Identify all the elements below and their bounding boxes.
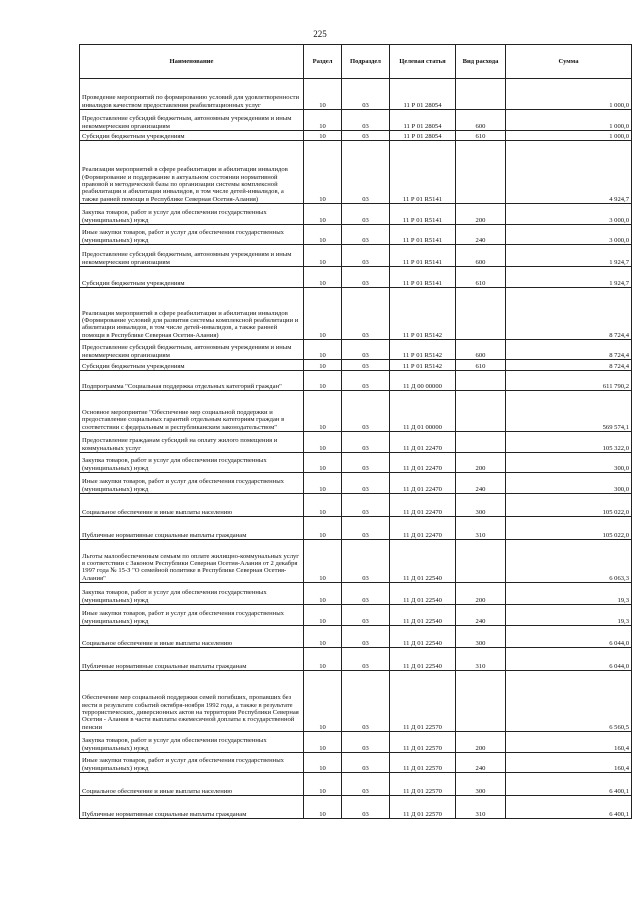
cell-razdel: 10 (304, 648, 342, 671)
cell-sum: 160,4 (506, 753, 632, 773)
cell-sum: 6 044,0 (506, 648, 632, 671)
cell-expense-type: 610 (456, 360, 506, 371)
cell-target-article: 11 Р 01 R5142 (390, 340, 456, 360)
cell-sum: 160,4 (506, 732, 632, 753)
cell-sum: 19,3 (506, 583, 632, 605)
cell-razdel: 10 (304, 540, 342, 583)
cell-podrazdel: 03 (342, 540, 390, 583)
table-row (80, 753, 632, 773)
cell-podrazdel: 03 (342, 671, 390, 732)
cell-sum: 3 000,0 (506, 225, 632, 245)
cell-target-article: 11 Д 01 22470 (390, 473, 456, 494)
cell-name: Публичные нормативные социальные выплаты гражданам (80, 648, 304, 671)
cell-podrazdel: 03 (342, 773, 390, 796)
cell-sum: 6 400,1 (506, 773, 632, 796)
cell-sum: 1 924,7 (506, 245, 632, 267)
cell-name: Социальное обеспечение и иные выплаты населению (80, 494, 304, 517)
cell-sum: 105 322,0 (506, 432, 632, 453)
cell-sum: 300,0 (506, 473, 632, 494)
cell-podrazdel: 03 (342, 141, 390, 204)
table-row (80, 796, 632, 819)
cell-expense-type (456, 371, 506, 391)
cell-name: Публичные нормативные социальные выплаты гражданам (80, 796, 304, 819)
header-podrazdel: Подраздел (342, 45, 390, 79)
cell-podrazdel: 03 (342, 245, 390, 267)
cell-name: Основное мероприятие "Обеспечение мер социальной поддержки и предоставление социальных гарантий отдельным категориям граждан в соответствии с федеральным и республиканским законодательством" (80, 391, 304, 432)
cell-razdel: 10 (304, 267, 342, 288)
cell-target-article: 11 Р 01 R5142 (390, 360, 456, 371)
cell-target-article: 11 Д 01 22470 (390, 517, 456, 540)
cell-razdel: 10 (304, 245, 342, 267)
cell-name: Реализация мероприятий в сфере реабилитации и абилитации инвалидов (Формирование и поддержание в актуальном состоянии нормативной правовой и методической базы по организации системы комплексной реабилитации и абилитации инвалидов, в том числе детей-инвалидов, а также ранней помощи в Республике Северная Осетия-Алания) (80, 141, 304, 204)
cell-target-article: 11 Д 00 00000 (390, 371, 456, 391)
cell-name: Социальное обеспечение и иные выплаты населению (80, 626, 304, 648)
table-row (80, 494, 632, 517)
cell-target-article: 11 Д 01 22540 (390, 626, 456, 648)
cell-expense-type (456, 671, 506, 732)
cell-name: Закупка товаров, работ и услуг для обеспечения государственных (муниципальных) нужд (80, 204, 304, 225)
table-row (80, 360, 632, 371)
cell-expense-type (456, 141, 506, 204)
cell-razdel: 10 (304, 225, 342, 245)
cell-expense-type: 240 (456, 753, 506, 773)
cell-target-article: 11 Д 01 22570 (390, 753, 456, 773)
cell-target-article: 11 Р 01 R5141 (390, 141, 456, 204)
cell-name: Предоставление субсидий бюджетным, автономным учреждениям и иным некоммерческим организациям (80, 110, 304, 131)
cell-sum: 105 022,0 (506, 494, 632, 517)
header-sum: Сумма (506, 45, 632, 79)
cell-name: Предоставление гражданам субсидий на оплату жилого помещения и коммунальных услуг (80, 432, 304, 453)
table-body (80, 79, 632, 819)
cell-podrazdel: 03 (342, 432, 390, 453)
table-row (80, 204, 632, 225)
cell-target-article: 11 Д 01 22540 (390, 605, 456, 626)
cell-target-article: 11 Р 01 28054 (390, 131, 456, 141)
cell-expense-type: 310 (456, 796, 506, 819)
cell-podrazdel: 03 (342, 517, 390, 540)
cell-podrazdel: 03 (342, 131, 390, 141)
cell-razdel: 10 (304, 626, 342, 648)
cell-expense-type: 200 (456, 732, 506, 753)
cell-podrazdel: 03 (342, 626, 390, 648)
cell-sum: 8 724,4 (506, 340, 632, 360)
table-row (80, 583, 632, 605)
cell-expense-type: 310 (456, 648, 506, 671)
cell-name: Иные закупки товаров, работ и услуг для обеспечения государственных (муниципальных) нужд (80, 605, 304, 626)
cell-podrazdel: 03 (342, 453, 390, 473)
cell-name: Иные закупки товаров, работ и услуг для обеспечения государственных (муниципальных) нужд (80, 753, 304, 773)
header-expense-type: Вид расхода (456, 45, 506, 79)
table-row (80, 432, 632, 453)
cell-expense-type (456, 288, 506, 340)
cell-podrazdel: 03 (342, 371, 390, 391)
cell-razdel: 10 (304, 473, 342, 494)
cell-razdel: 10 (304, 453, 342, 473)
cell-razdel: 10 (304, 796, 342, 819)
cell-target-article: 11 Р 01 R5141 (390, 245, 456, 267)
cell-name: Субсидии бюджетным учреждениям (80, 131, 304, 141)
cell-name: Субсидии бюджетным учреждениям (80, 267, 304, 288)
cell-name: Закупка товаров, работ и услуг для обеспечения государственных (муниципальных) нужд (80, 732, 304, 753)
cell-razdel: 10 (304, 605, 342, 626)
table-row (80, 540, 632, 583)
cell-target-article: 11 Р 01 R5141 (390, 204, 456, 225)
cell-expense-type: 200 (456, 583, 506, 605)
cell-expense-type (456, 79, 506, 110)
cell-razdel: 10 (304, 391, 342, 432)
cell-razdel: 10 (304, 131, 342, 141)
cell-podrazdel: 03 (342, 360, 390, 371)
table-row (80, 626, 632, 648)
table-row (80, 288, 632, 340)
cell-target-article: 11 Д 01 22470 (390, 494, 456, 517)
cell-razdel: 10 (304, 517, 342, 540)
header-name: Наименование (80, 45, 304, 79)
cell-razdel: 10 (304, 141, 342, 204)
cell-expense-type: 240 (456, 605, 506, 626)
table-header-row (80, 45, 632, 79)
cell-target-article: 11 Д 01 22540 (390, 583, 456, 605)
table-row (80, 110, 632, 131)
table-row (80, 648, 632, 671)
cell-razdel: 10 (304, 371, 342, 391)
cell-podrazdel: 03 (342, 732, 390, 753)
cell-razdel: 10 (304, 583, 342, 605)
cell-razdel: 10 (304, 360, 342, 371)
table-row (80, 732, 632, 753)
header-razdel: Раздел (304, 45, 342, 79)
cell-podrazdel: 03 (342, 753, 390, 773)
cell-podrazdel: 03 (342, 288, 390, 340)
table-row (80, 671, 632, 732)
cell-podrazdel: 03 (342, 494, 390, 517)
cell-podrazdel: 03 (342, 267, 390, 288)
cell-expense-type: 200 (456, 453, 506, 473)
cell-expense-type: 300 (456, 626, 506, 648)
cell-podrazdel: 03 (342, 391, 390, 432)
cell-sum: 6 044,0 (506, 626, 632, 648)
cell-sum: 8 724,4 (506, 288, 632, 340)
cell-expense-type: 300 (456, 494, 506, 517)
cell-name: Проведение мероприятий по формированию условий для удовлетворенности инвалидов качеством предоставления реабилитационных услуг (80, 79, 304, 110)
cell-name: Закупка товаров, работ и услуг для обеспечения государственных (муниципальных) нужд (80, 453, 304, 473)
cell-target-article: 11 Д 01 00000 (390, 391, 456, 432)
cell-sum: 569 574,1 (506, 391, 632, 432)
table-row (80, 79, 632, 110)
cell-razdel: 10 (304, 204, 342, 225)
cell-target-article: 11 Д 01 22570 (390, 671, 456, 732)
cell-name: Льготы малообеспеченным семьям по оплате жилищно-коммунальных услуг в соответствии с Законом Республики Северная Осетия-Алания от 2 декабря 1997 года № 15-З "О семейной политике в Республике Северная Осетия-Алания" (80, 540, 304, 583)
cell-target-article: 11 Д 01 22540 (390, 648, 456, 671)
cell-podrazdel: 03 (342, 225, 390, 245)
cell-razdel: 10 (304, 110, 342, 131)
cell-razdel: 10 (304, 288, 342, 340)
cell-target-article: 11 Д 01 22540 (390, 540, 456, 583)
cell-target-article: 11 Д 01 22570 (390, 796, 456, 819)
table-row (80, 391, 632, 432)
cell-podrazdel: 03 (342, 648, 390, 671)
cell-podrazdel: 03 (342, 473, 390, 494)
cell-name: Реализация мероприятий в сфере реабилитации и абилитации инвалидов (Формирование условий для развития системы комплексной реабилитации и абилитации инвалидов, в том числе детей-инвалидов, а также ранней помощи в Республике Северная Осетия-Алания) (80, 288, 304, 340)
cell-target-article: 11 Р 01 R5142 (390, 288, 456, 340)
cell-podrazdel: 03 (342, 110, 390, 131)
cell-sum: 4 924,7 (506, 141, 632, 204)
cell-podrazdel: 03 (342, 583, 390, 605)
table-row (80, 245, 632, 267)
cell-sum: 1 000,0 (506, 79, 632, 110)
cell-name: Подпрограмма "Социальная поддержка отдельных категорий граждан" (80, 371, 304, 391)
cell-expense-type: 610 (456, 267, 506, 288)
cell-sum: 1 000,0 (506, 131, 632, 141)
cell-sum: 6 560,5 (506, 671, 632, 732)
cell-target-article: 11 Р 01 R5141 (390, 225, 456, 245)
cell-name: Социальное обеспечение и иные выплаты населению (80, 773, 304, 796)
cell-name: Иные закупки товаров, работ и услуг для обеспечения государственных (муниципальных) нужд (80, 225, 304, 245)
cell-target-article: 11 Д 01 22470 (390, 432, 456, 453)
table-row (80, 371, 632, 391)
cell-podrazdel: 03 (342, 340, 390, 360)
budget-table (79, 44, 632, 819)
table-row (80, 473, 632, 494)
cell-target-article: 11 Д 01 22570 (390, 773, 456, 796)
cell-target-article: 11 Р 01 28054 (390, 79, 456, 110)
table-row (80, 453, 632, 473)
cell-expense-type (456, 540, 506, 583)
table-row (80, 517, 632, 540)
cell-podrazdel: 03 (342, 605, 390, 626)
cell-razdel: 10 (304, 432, 342, 453)
cell-razdel: 10 (304, 494, 342, 517)
cell-name: Закупка товаров, работ и услуг для обеспечения государственных (муниципальных) нужд (80, 583, 304, 605)
cell-podrazdel: 03 (342, 796, 390, 819)
cell-razdel: 10 (304, 773, 342, 796)
cell-razdel: 10 (304, 671, 342, 732)
cell-sum: 8 724,4 (506, 360, 632, 371)
cell-sum: 300,0 (506, 453, 632, 473)
cell-name: Публичные нормативные социальные выплаты гражданам (80, 517, 304, 540)
table-row (80, 340, 632, 360)
cell-name: Субсидии бюджетным учреждениям (80, 360, 304, 371)
cell-podrazdel: 03 (342, 204, 390, 225)
cell-sum: 6 063,3 (506, 540, 632, 583)
cell-razdel: 10 (304, 753, 342, 773)
cell-razdel: 10 (304, 79, 342, 110)
cell-expense-type: 600 (456, 245, 506, 267)
table-row (80, 605, 632, 626)
cell-name: Обеспечение мер социальной поддержки семей погибших, пропавших без вести в результате событий октября-ноября 1992 года, а также в результате террористических, диверсионных актов на территории Республики Северная Осетия - Алания в части выплаты ежемесячной доплаты к государственной пенсии (80, 671, 304, 732)
cell-expense-type: 600 (456, 110, 506, 131)
cell-sum: 611 790,2 (506, 371, 632, 391)
table-row (80, 773, 632, 796)
cell-sum: 1 924,7 (506, 267, 632, 288)
table-row (80, 141, 632, 204)
table-row (80, 267, 632, 288)
cell-expense-type (456, 391, 506, 432)
cell-expense-type: 310 (456, 517, 506, 540)
table-row (80, 225, 632, 245)
cell-expense-type: 300 (456, 773, 506, 796)
cell-razdel: 10 (304, 340, 342, 360)
cell-target-article: 11 Р 01 R5141 (390, 267, 456, 288)
cell-expense-type: 610 (456, 131, 506, 141)
cell-name: Предоставление субсидий бюджетным, автономным учреждениям и иным некоммерческим организациям (80, 245, 304, 267)
cell-sum: 6 400,1 (506, 796, 632, 819)
cell-sum: 19,3 (506, 605, 632, 626)
cell-name: Иные закупки товаров, работ и услуг для обеспечения государственных (муниципальных) нужд (80, 473, 304, 494)
cell-sum: 105 022,0 (506, 517, 632, 540)
cell-podrazdel: 03 (342, 79, 390, 110)
cell-expense-type: 240 (456, 225, 506, 245)
cell-target-article: 11 Р 01 28054 (390, 110, 456, 131)
page-number: 225 (313, 29, 327, 39)
cell-expense-type: 600 (456, 340, 506, 360)
cell-target-article: 11 Д 01 22570 (390, 732, 456, 753)
cell-sum: 1 000,0 (506, 110, 632, 131)
cell-name: Предоставление субсидий бюджетным, автономным учреждениям и иным некоммерческим организациям (80, 340, 304, 360)
cell-expense-type: 200 (456, 204, 506, 225)
cell-target-article: 11 Д 01 22470 (390, 453, 456, 473)
cell-expense-type: 240 (456, 473, 506, 494)
header-target-article: Целевая статья (390, 45, 456, 79)
table-row (80, 131, 632, 141)
cell-razdel: 10 (304, 732, 342, 753)
cell-sum: 3 000,0 (506, 204, 632, 225)
cell-expense-type (456, 432, 506, 453)
